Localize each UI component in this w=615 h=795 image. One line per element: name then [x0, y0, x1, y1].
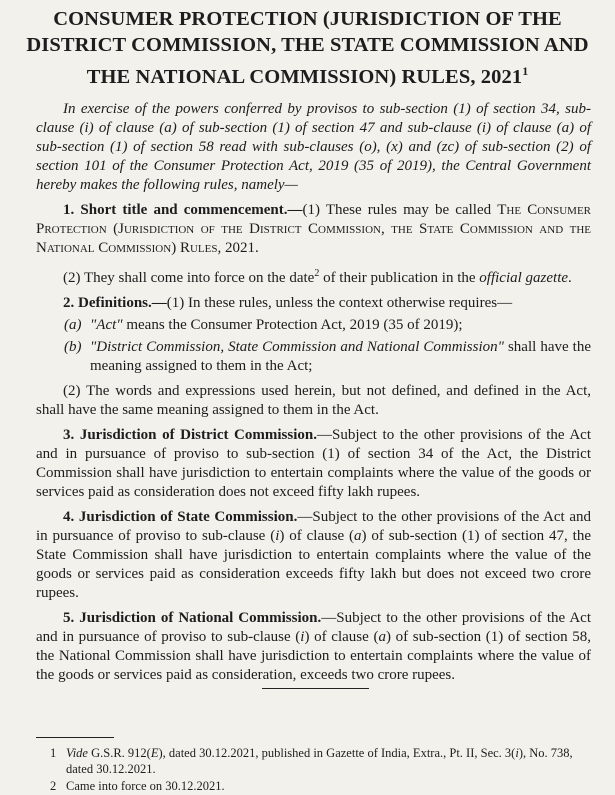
- footnote-1-vide: Vide: [66, 746, 88, 760]
- rule-2-sub-1: [36, 294, 591, 313]
- rule-4-italic-a: a: [354, 528, 362, 544]
- preamble: In exercise of the powers conferred by provisos to sub-section (1) of section 34, sub-clause (i) of clause (a) of sub-section (1) of section 47 and sub-clause (i) of clause (a) of sub-section (1) of section 58 read with sub-clauses (o), (x) and (zc) of sub-section (2) of section 101 of the Consumer Protection Act, 2019 (35 of 2019), the Central Government hereby makes the following rules, namely—: [36, 101, 591, 193]
- rule-3: [36, 426, 591, 502]
- rule-5-italic-a: a: [378, 629, 386, 645]
- rule-1-sub-1-prefix: (1) These rules may be called: [302, 202, 498, 218]
- rule-1-sub-2-text-a: (2) They shall come into force on the date: [63, 270, 315, 286]
- rule-5-heading: 5. Jurisdiction of National Commission.: [63, 610, 322, 626]
- rule-1-sub-2-text-c: .: [568, 270, 572, 286]
- footnote-1: [36, 745, 591, 777]
- footnote-1-text-a: G.S.R. 912(: [87, 746, 151, 760]
- section-end-divider: [262, 688, 369, 689]
- definition-text-b: shall have the meaning assigned to them in the Act;: [90, 339, 591, 374]
- rule-1-sub-1-suffix: , 2021.: [217, 240, 259, 256]
- rule-2-sub-2: (2) The words and expressions used herein, but not defined, and defined in the Act, shall have the same meaning assigned to them in the Act.: [36, 383, 591, 418]
- rule-1-heading: 1. Short title and commencement.—: [63, 202, 303, 218]
- rule-4: [36, 508, 591, 603]
- footnote-1-text-c: ), No. 738, dated 30.12.2021.: [66, 746, 573, 776]
- document-body: [36, 100, 591, 691]
- rule-1-sub-2-text-b: of their publication in the: [319, 270, 480, 286]
- rule-5-text-b: ) of clause (: [304, 629, 379, 645]
- page-title: [24, 6, 591, 90]
- rule-1-sub-2: [36, 264, 591, 288]
- rule-4-text-c: ) of sub-section (1) of section 47, the State Commission shall have jurisdiction to entertain complaints where the value of the goods or services paid as consideration exceeds fifty lakh but does not exceed two crore rupees.: [36, 528, 592, 601]
- rule-5-text-c: ) of sub-section (1) of section 58, the National Commission shall have jurisdiction to entertain complaints where the value of the goods or services paid as consideration, exceeds two crore rupees.: [36, 629, 592, 683]
- title-text: CONSUMER PROTECTION (JURISDICTION OF THE DISTRICT COMMISSION, THE STATE COMMISSION AND THE NATIONAL COMMISSION) RULES, 2021: [26, 8, 589, 88]
- rule-3-heading: 3. Jurisdiction of District Commission.: [63, 427, 317, 443]
- rule-4-text-b: ) of clause (: [279, 528, 354, 544]
- rule-1-rules-name: The Consumer Protection (Jurisdiction of the District Commission, the State Commission and the National Commission) Rules: [36, 202, 591, 256]
- footnote-1-italic-e: E: [150, 746, 159, 760]
- definition-term-a: "Act": [90, 317, 123, 333]
- definition-term-b: "District Commission, State Commission and National Commission": [90, 339, 504, 355]
- rule-3-text: —Subject to the other provisions of the Act and in pursuance of proviso to sub-section (1) of section 34 of the Act, the District Commission shall have jurisdiction to entertain complaints where the value of the goods or services paid as consideration does not exceed fifty lakh rupees.: [36, 427, 591, 500]
- rule-2-sub-1-text: (1) In these rules, unless the context otherwise requires—: [166, 295, 513, 311]
- footnote-1-text-b: ), dated 30.12.2021, published in Gazette of India, Extra., Pt. II, Sec. 3(: [158, 746, 516, 760]
- rule-4-italic-i: i: [275, 528, 280, 544]
- rule-1-footnote-mark[interactable]: 2: [314, 268, 320, 279]
- definition-label-b: (b): [64, 339, 82, 355]
- rule-4-text-a: —Subject to the other provisions of the Act and in pursuance of proviso to sub-clause (: [36, 509, 591, 544]
- footnote-2-number: 2: [50, 779, 57, 793]
- definition-label-a: (a): [64, 317, 82, 333]
- rule-1-sub-1: [36, 201, 591, 258]
- rule-5: [36, 609, 591, 685]
- footnote-1-number: 1: [50, 746, 57, 760]
- rule-5-italic-i: i: [300, 629, 305, 645]
- rule-2-heading: 2. Definitions.—: [63, 295, 167, 311]
- rule-5-text-a: —Subject to the other provisions of the Act and in pursuance of proviso to sub-clause (: [36, 610, 591, 645]
- title-footnote-mark[interactable]: 1: [522, 64, 529, 78]
- footnote-1-italic-i: i: [515, 746, 519, 760]
- definition-item-b: [36, 338, 591, 376]
- definition-text-a: means the Consumer Protection Act, 2019 (35 of 2019);: [122, 317, 463, 333]
- footnote-2-text: Came into force on 30.12.2021.: [66, 779, 225, 793]
- rule-4-heading: 4. Jurisdiction of State Commission.: [63, 509, 298, 525]
- footnotes: [36, 745, 591, 795]
- rule-1-sub-2-italic: official gazette: [479, 270, 569, 286]
- definition-item-a: [36, 316, 591, 335]
- footnote-divider: [36, 737, 114, 738]
